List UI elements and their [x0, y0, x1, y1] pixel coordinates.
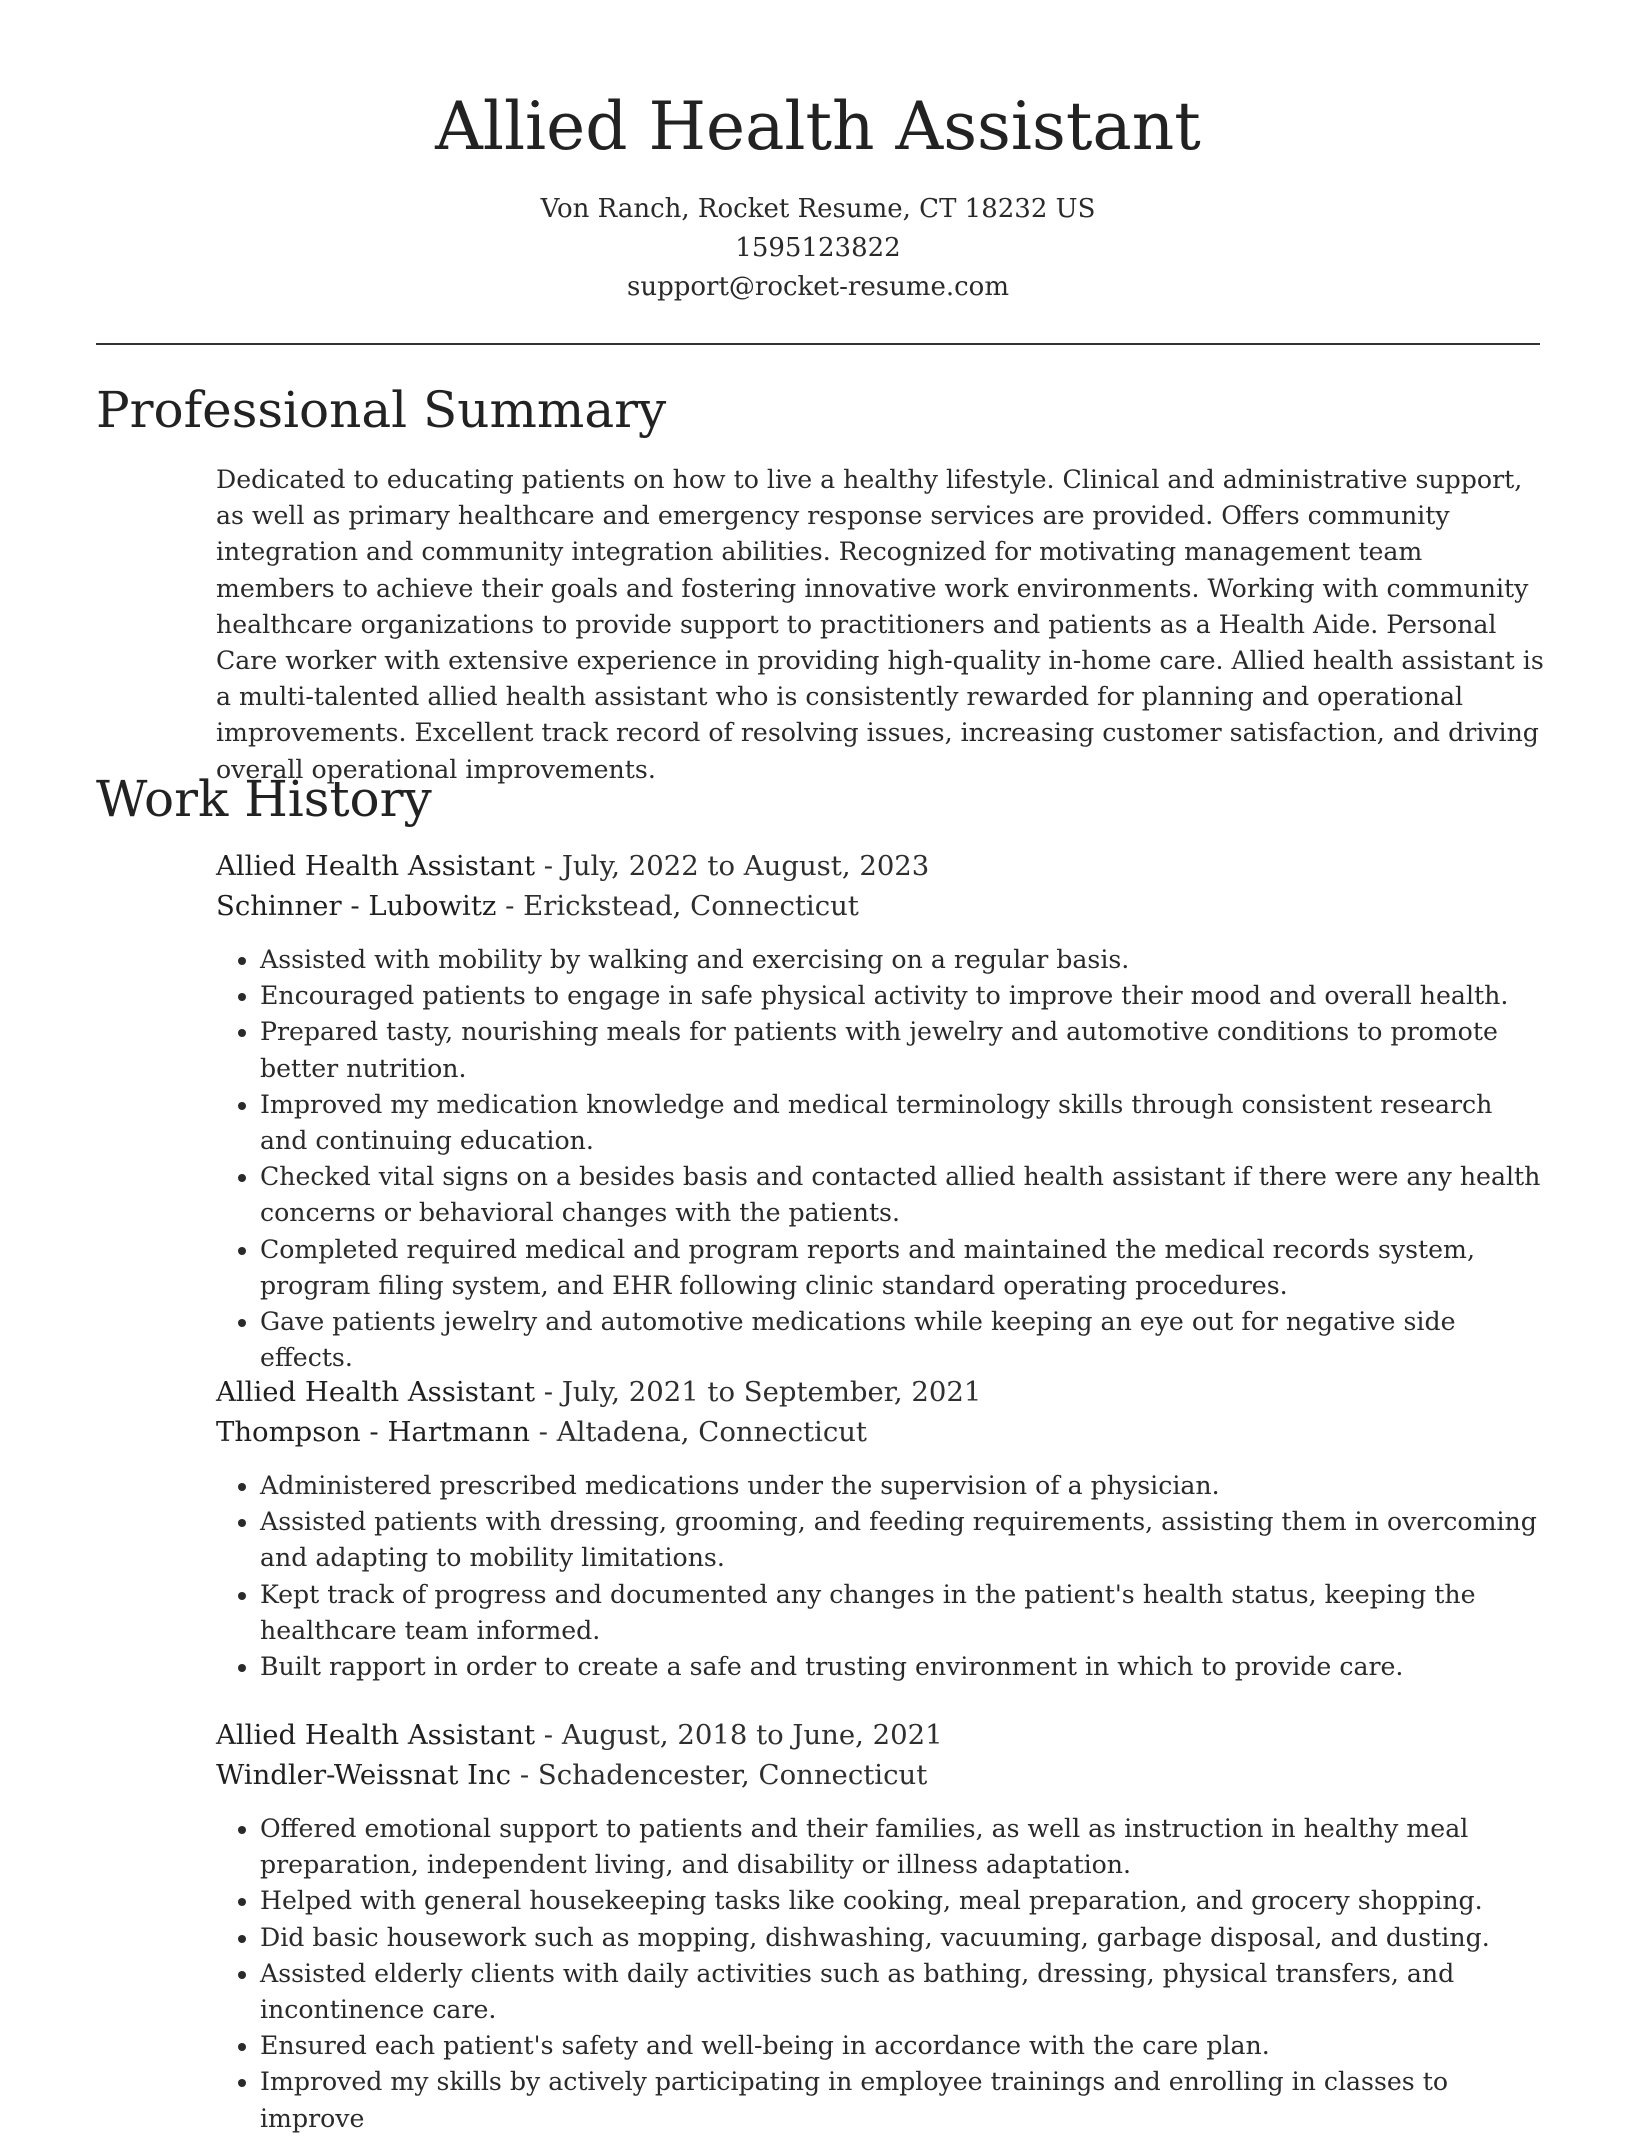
list-item: • Helped with general housekeeping tasks like cooking, meal preparation, and grocery shopping.	[260, 1883, 1546, 1919]
job-company-line	[216, 1412, 1546, 1452]
job-separator: -	[535, 1719, 562, 1751]
job-entry	[216, 1715, 1546, 2137]
job-location: Schadencester, Connecticut	[537, 1759, 928, 1791]
list-item: • Assisted with mobility by walking and exercising on a regular basis.	[260, 942, 1546, 978]
job-entry	[216, 846, 1546, 1376]
list-item: • Assisted patients with dressing, grooming, and feeding requirements, assisting them in overcoming and adapting to mobility limitations.	[260, 1504, 1546, 1576]
contact-phone: 1595123822	[735, 233, 901, 263]
job-separator: -	[511, 1759, 538, 1791]
job-duties-list	[216, 942, 1546, 1376]
job-dates: August, 2018 to June, 2021	[561, 1719, 943, 1751]
work-history-heading: Work History	[96, 770, 432, 828]
list-item: • Assisted elderly clients with daily activities such as bathing, dressing, physical transfers, and incontinence care.	[260, 1956, 1546, 2028]
job-title-line	[216, 1715, 1546, 1755]
job-location: Altadena, Connecticut	[556, 1416, 867, 1448]
job-company-line	[216, 1755, 1546, 1795]
list-item: • Kept track of progress and documented any changes in the patient's health status, keeping the healthcare team informed.	[260, 1577, 1546, 1649]
list-item: • Built rapport in order to create a safe and trusting environment in which to provide care.	[260, 1649, 1546, 1685]
job-location: Erickstead, Connecticut	[523, 890, 859, 922]
job-company: Thompson - Hartmann	[216, 1416, 530, 1448]
list-item: • Improved my medication knowledge and medical terminology skills through consistent research and continuing education.	[260, 1087, 1546, 1159]
job-duties-list	[216, 1811, 1546, 2137]
list-item: • Offered emotional support to patients and their families, as well as instruction in healthy meal preparation, independent living, and disability or illness adaptation.	[260, 1811, 1546, 1883]
resume-header	[96, 86, 1540, 307]
job-separator: -	[496, 890, 524, 922]
job-dates: July, 2022 to August, 2023	[561, 850, 930, 882]
summary-heading: Professional Summary	[96, 381, 667, 439]
list-item: • Completed required medical and program reports and maintained the medical records system, program filing system, and EHR following clinic standard operating procedures.	[260, 1232, 1546, 1304]
list-item: • Checked vital signs on a besides basis and contacted allied health assistant if there were any health concerns or behavioral changes with the patients.	[260, 1159, 1546, 1231]
list-item: • Encouraged patients to engage in safe physical activity to improve their mood and overall health.	[260, 978, 1546, 1014]
job-role: Allied Health Assistant	[216, 1376, 536, 1408]
job-role: Allied Health Assistant	[216, 850, 536, 882]
job-separator: -	[535, 850, 562, 882]
job-company-line	[216, 886, 1546, 926]
list-item: • Improved my skills by actively participating in employee trainings and enrolling in classes to improve	[260, 2064, 1546, 2136]
contact-address: Von Ranch, Rocket Resume, CT 18232 US	[540, 194, 1096, 224]
job-company: Schinner - Lubowitz	[216, 890, 497, 922]
list-item: • Did basic housework such as mopping, dishwashing, vacuuming, garbage disposal, and dusting.	[260, 1920, 1546, 1956]
job-entry	[216, 1372, 1546, 1685]
job-title-line	[216, 1372, 1546, 1412]
job-separator: -	[535, 1376, 562, 1408]
job-dates: July, 2021 to September, 2021	[561, 1376, 982, 1408]
job-separator: -	[529, 1416, 557, 1448]
job-role: Allied Health Assistant	[216, 1719, 536, 1751]
contact-email: support@rocket-resume.com	[626, 272, 1009, 302]
list-item: • Ensured each patient's safety and well-being in accordance with the care plan.	[260, 2028, 1546, 2064]
job-company: Windler-Weissnat Inc	[216, 1759, 512, 1791]
list-item: • Administered prescribed medications under the supervision of a physician.	[260, 1468, 1546, 1504]
job-duties-list	[216, 1468, 1546, 1685]
candidate-name: Allied Health Assistant	[435, 88, 1201, 165]
job-title-line	[216, 846, 1546, 886]
header-divider	[96, 343, 1540, 345]
list-item: • Gave patients jewelry and automotive medications while keeping an eye out for negative side effects.	[260, 1304, 1546, 1376]
summary-text: Dedicated to educating patients on how to live a healthy lifestyle. Clinical and administrative support, as well as primary healthcare and emergency response services are provided. Offers community integration and community integration abilities. Recognized for motivating management team members to achieve their goals and fostering innovative work environments. Working with community healthcare organizations to provide support to practitioners and patients as a Health Aide. Personal Care worker with extensive experience in providing high-quality in-home care. Allied health assistant is a multi-talented allied health assistant who is consistently rewarded for planning and operational improvements. Excellent track record of resolving issues, increasing customer satisfaction, and driving overall operational improvements.	[216, 465, 1544, 784]
list-item: • Prepared tasty, nourishing meals for patients with jewelry and automotive conditions to promote better nutrition.	[260, 1014, 1546, 1086]
